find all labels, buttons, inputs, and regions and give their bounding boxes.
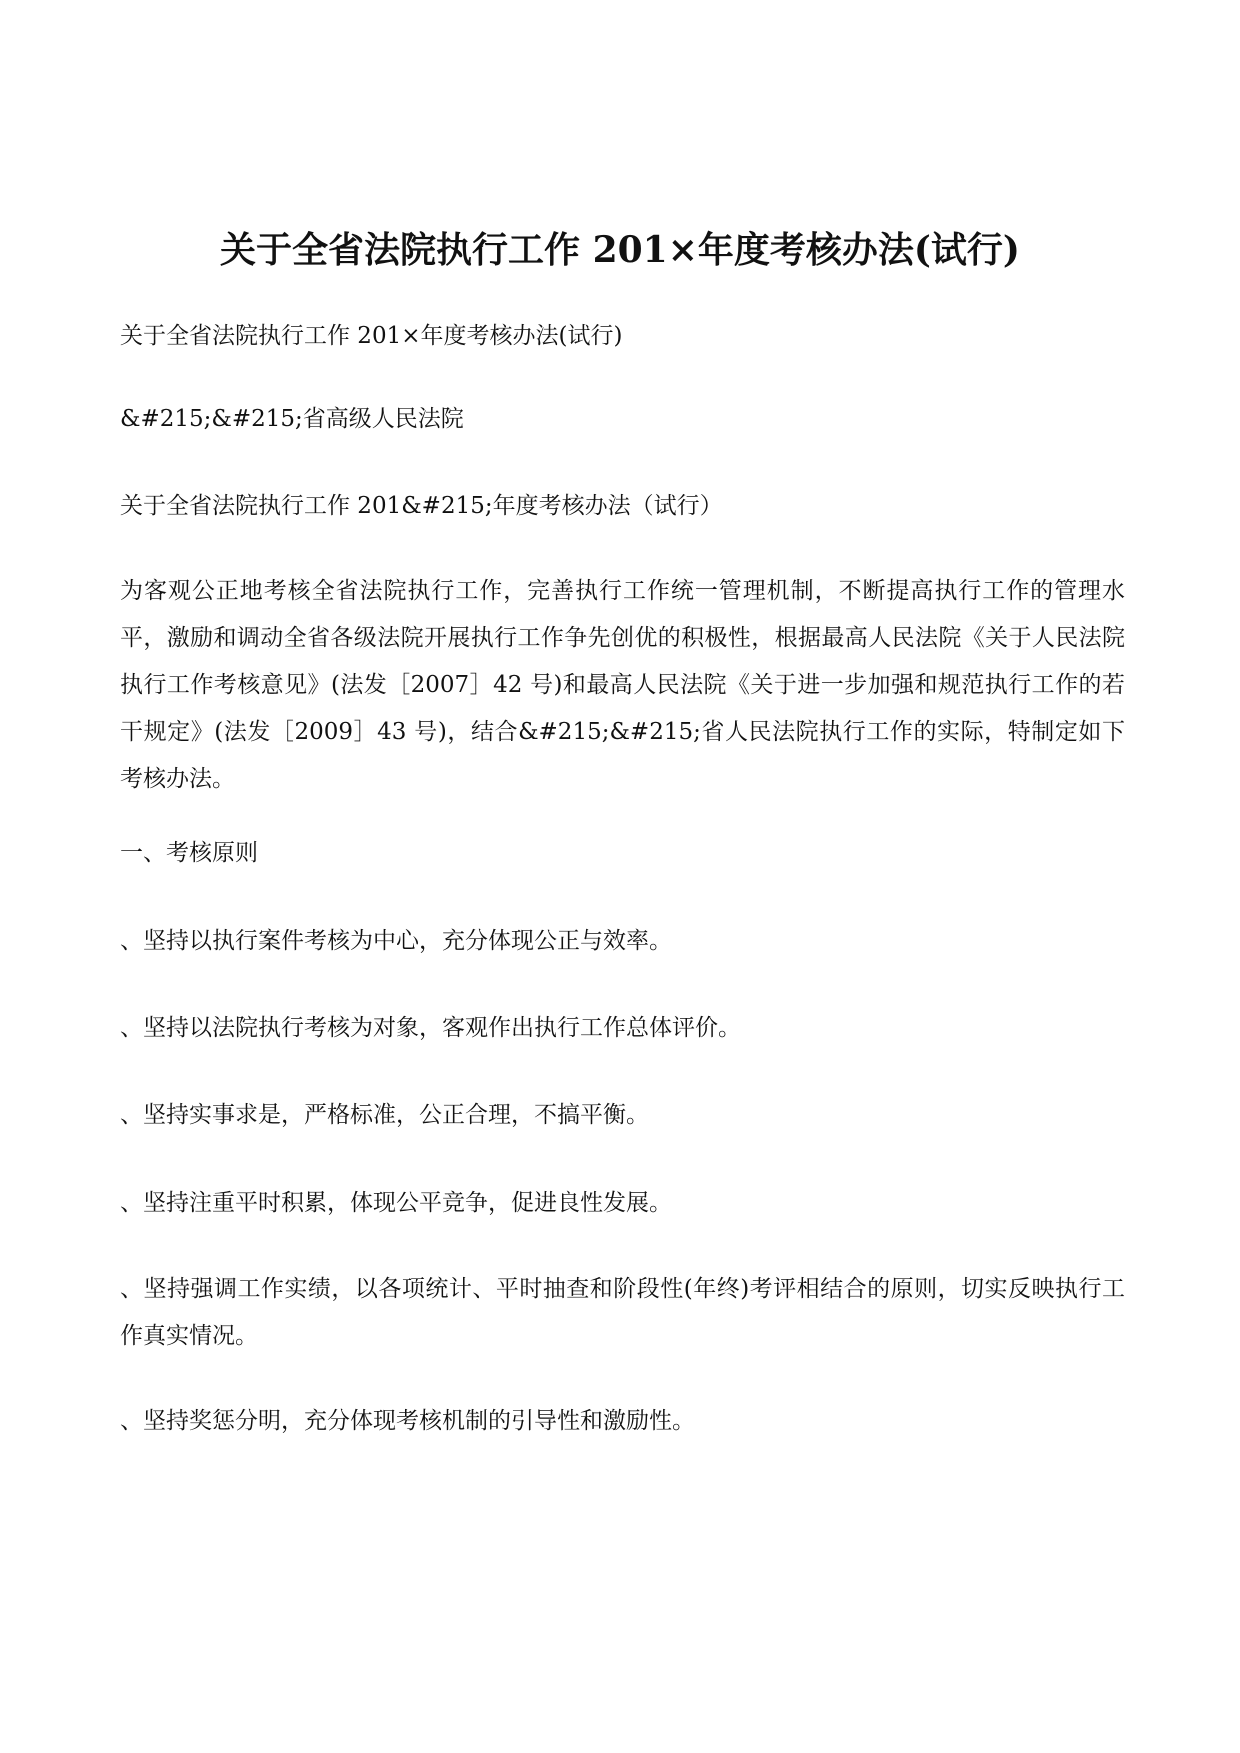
document-name-line: 关于全省法院执行工作 201&#215;年度考核办法（试行） — [120, 493, 723, 519]
principle-item: 、坚持奖惩分明，充分体现考核机制的引导性和激励性。 — [120, 1408, 695, 1434]
document-title: 关于全省法院执行工作 201×年度考核办法(试行) — [220, 229, 1020, 271]
section-heading: 一、考核原则 — [120, 840, 258, 866]
issuer-line: &#215;&#215;省高级人民法院 — [120, 406, 464, 432]
principle-item: 、坚持注重平时积累，体现公平竞争，促进良性发展。 — [120, 1190, 672, 1216]
preamble-paragraph: 为客观公正地考核全省法院执行工作，完善执行工作统一管理机制，不断提高执行工作的管理水平，激励和调动全省各级法院开展执行工作争先创优的积极性，根据最高人民法院《关于人民法院执行工作考核意见》(法发［2007］42 号)和最高人民法院《关于进一步加强和规范执行工作的若干规定》(法发［2009］43 号)，结合&#215;&#215;省人民法院执行工作的实际，特制定如下考核办法。 — [120, 578, 1125, 792]
principle-item: 、坚持以执行案件考核为中心，充分体现公正与效率。 — [120, 928, 672, 954]
subtitle-line: 关于全省法院执行工作 201×年度考核办法(试行) — [120, 323, 623, 349]
principle-item: 、坚持强调工作实绩，以各项统计、平时抽查和阶段性(年终)考评相结合的原则，切实反映执行工作真实情况。 — [120, 1276, 1125, 1349]
principle-item: 、坚持实事求是，严格标准，公正合理，不搞平衡。 — [120, 1102, 649, 1128]
principle-item: 、坚持以法院执行考核为对象，客观作出执行工作总体评价。 — [120, 1015, 741, 1041]
